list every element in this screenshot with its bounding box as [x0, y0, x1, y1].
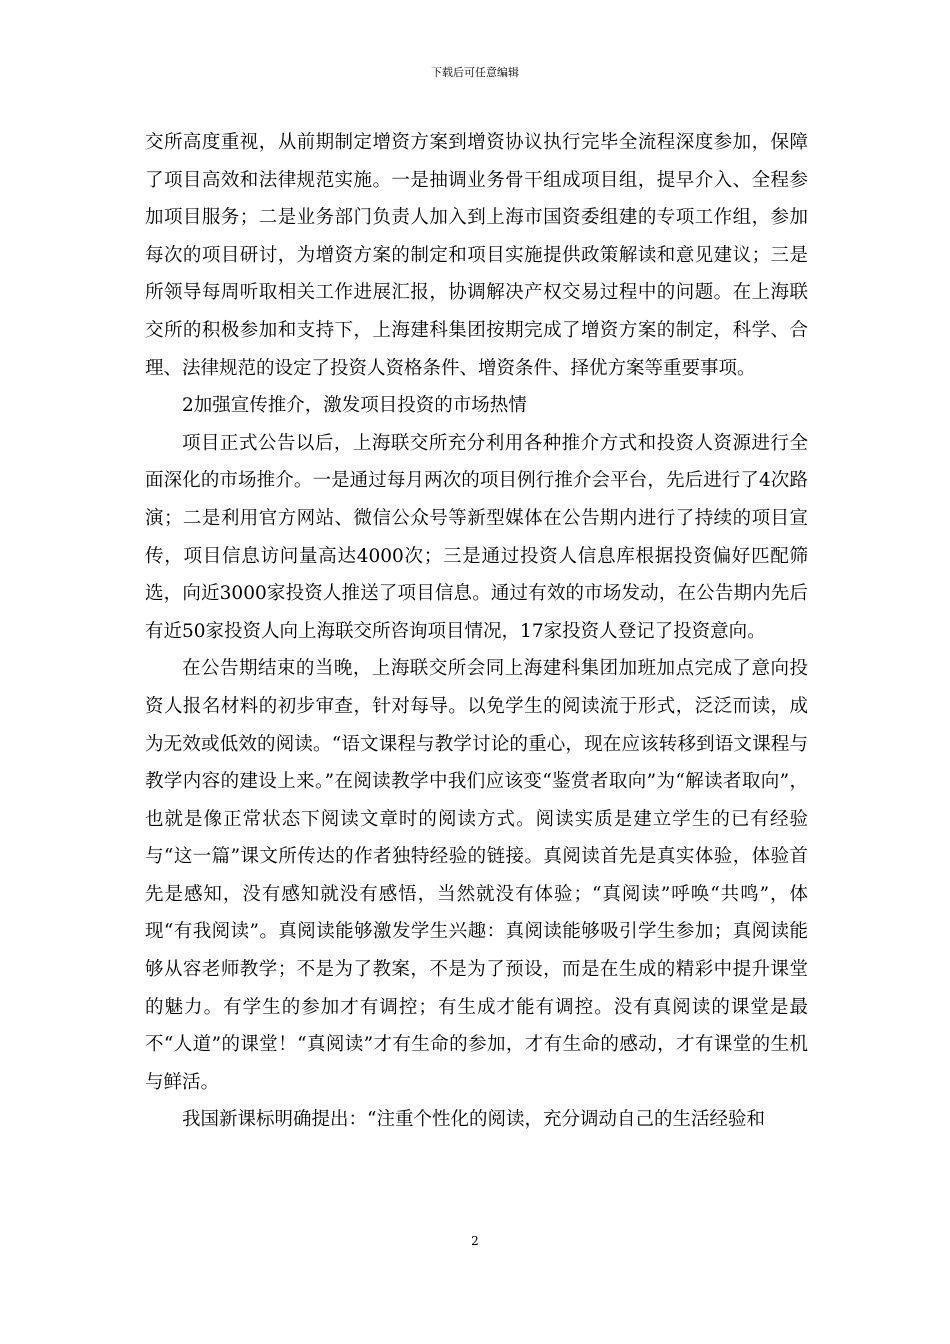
paragraph: 交所高度重视，从前期制定增资方案到增资协议执行完毕全流程深度参加，保障了项目高效和法律规范实施。一是抽调业务骨干组成项目组，提早介入、全程参加项目服务；二是业务部门负责人加入到上海市国资委组建的专项工作组，参加每次的项目研讨，为增资方案的制定和项目实施提供政策解读和意见建议；三是所领导每周听取相关工作进展汇报，协调解决产权交易过程中的问题。在上海联交所的积极参加和支持下，上海建科集团按期完成了增资方案的制定，科学、合理、法律规范的设定了投资人资格条件、增资条件、择优方案等重要事项。 — [145, 132, 808, 379]
page-number: 2 — [471, 1234, 479, 1248]
paragraph: 在公告期结束的当晚，上海联交所会同上海建科集团加班加点完成了意向投资人报名材料的初步审查，针对每导。以免学生的阅读流于形式，泛泛而读，成为无效或低效的阅读。“语文课程与教学讨论的重心，现在应该转移到语文课程与教学内容的建设上来。”在阅读教学中我们应该变“鉴赏者取向”为“解读者取向”，也就是像正常状态下阅读文章时的阅读方式。阅读实质是建立学生的已有经验与“这一篇”课文所传达的作者独特经验的链接。真阅读首先是真实体验，体验首先是感知，没有感知就没有感悟，当然就没有体验；“真阅读”呼唤“共鸣”，体现“有我阅读”。真阅读能够激发学生兴趣：真阅读能够吸引学生参加；真阅读能够从容老师教学；不是为了教案，不是为了预设，而是在生成的精彩中提升课堂的魅力。有学生的参加才有调控；有生成才能有调控。没有真阅读的课堂是最不“人道”的课堂！“真阅读”才有生命的参加，才有生命的感动，才有课堂的生机与鲜活。 — [145, 658, 808, 1093]
paragraph: 我国新课标明确提出：“注重个性化的阅读，充分调动自己的生活经验和 — [182, 1109, 765, 1131]
page-header: 下载后可任意编辑 — [431, 66, 519, 79]
section-heading: 2加强宣传推介，激发项目投资的市场热情 — [182, 395, 527, 417]
paragraph: 项目正式公告以后，上海联交所充分利用各种推介方式和投资人资源进行全面深化的市场推介。一是通过每月两次的项目例行推介会平台，先后进行了4次路演；二是利用官方网站、微信公众号等新型媒体在公告期内进行了持续的项目宣传，项目信息访问量高达4000次；三是通过投资人信息库根据投资偏好匹配筛选，向近3000家投资人推送了项目信息。通过有效的市场发动，在公告期内先后有近50家投资人向上海联交所咨询项目情况，17家投资人登记了投资意向。 — [145, 432, 808, 642]
body-text — [145, 124, 808, 1139]
